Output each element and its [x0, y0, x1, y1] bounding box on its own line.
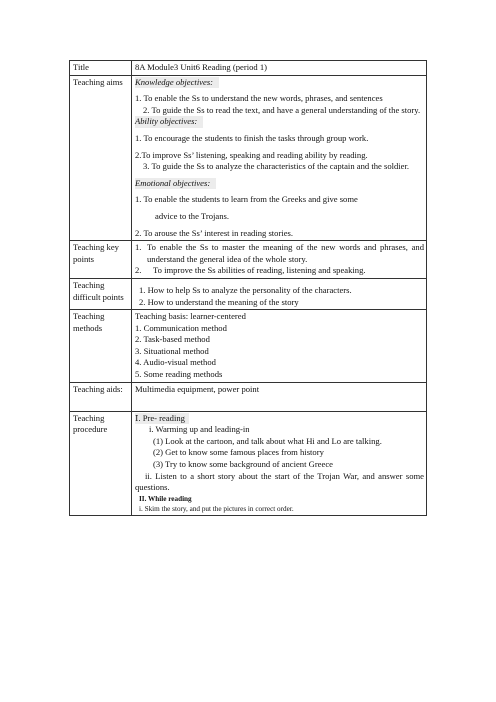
- aims-content: [132, 75, 427, 241]
- knowledge-item-2: 2. To guide the Ss to read the text, and have a general understanding of the story.: [143, 104, 421, 115]
- emotional-item-2: 2. To arouse the Ss’ interest in reading stories.: [135, 227, 294, 238]
- aids-label: Teaching aids:: [70, 382, 132, 411]
- difficult-points-label: Teaching difficult points: [70, 278, 132, 309]
- title-value: 8A Module3 Unit6 Reading (period 1): [132, 61, 427, 76]
- knowledge-heading: Knowledge objectives:: [135, 77, 219, 89]
- aims-label: Teaching aims: [70, 75, 132, 241]
- procedure-content: [132, 411, 427, 515]
- procedure-step-1: (1) Look at the cartoon, and talk about what Hi and Lo are talking.: [153, 435, 382, 446]
- title-row: [70, 61, 427, 76]
- key-points-content: [132, 241, 427, 279]
- while-reading-heading: II. While reading: [139, 494, 192, 503]
- difficult-points-row: [70, 278, 427, 309]
- ability-item-3: 3. To guide the Ss to analyze the characteristics of the captain and the soldier.: [143, 161, 410, 172]
- methods-basis: Teaching basis: learner-centered: [135, 311, 246, 322]
- key-points-label: Teaching key points: [70, 241, 132, 279]
- lesson-plan-table: [69, 60, 427, 516]
- methods-label: Teaching methods: [70, 310, 132, 383]
- method-item-5: 5. Some reading methods: [135, 369, 223, 380]
- key-point-2: 2. To improve the Ss abilities of reading, listening and speaking.: [135, 265, 366, 276]
- procedure-row: [70, 411, 427, 515]
- method-item-4: 4. Audio-visual method: [135, 357, 216, 368]
- key-point-1: 1. To enable the Ss to master the meaning of the new words and phrases, and understand the general idea of the whole story.: [135, 242, 424, 264]
- ability-item-2: 2.To improve Ss’ listening, speaking and reading ability by reading.: [135, 149, 368, 160]
- listen-step: ii. Listen to a short story about the start of the Trojan War, and answer some questions.: [135, 470, 424, 493]
- method-item-3: 3. Situational method: [135, 345, 209, 356]
- method-item-1: 1. Communication method: [135, 322, 227, 333]
- emotional-item-1a: 1. To enable the students to learn from the Greeks and give some: [135, 194, 358, 205]
- method-item-2: 2. Task-based method: [135, 334, 210, 345]
- difficult-points-content: [132, 278, 427, 309]
- warmup-step: i. Warming up and leading-in: [149, 424, 250, 435]
- emotional-item-1b: advice to the Trojans.: [155, 210, 229, 221]
- procedure-step-3: (3) Try to know some background of ancient Greece: [153, 459, 333, 470]
- procedure-step-2: (2) Get to know some famous places from history: [153, 447, 324, 458]
- ability-item-1: 1. To encourage the students to finish the tasks through group work.: [135, 132, 369, 143]
- difficult-point-1: 1. How to help Ss to analyze the personality of the characters.: [139, 284, 352, 295]
- aids-row: [70, 382, 427, 411]
- methods-content: [132, 310, 427, 383]
- emotional-heading: Emotional objectives:: [135, 178, 216, 190]
- aids-value: Multimedia equipment, power point: [132, 382, 427, 411]
- knowledge-item-1: 1. To enable the Ss to understand the new words, phrases, and sentences: [135, 93, 383, 104]
- aims-row: [70, 75, 427, 241]
- procedure-label: Teaching procedure: [70, 411, 132, 515]
- pre-reading-heading: Ⅰ. Pre- reading: [135, 413, 189, 425]
- skim-step: i. Skim the story, and put the pictures in correct order.: [139, 504, 294, 513]
- key-points-row: [70, 241, 427, 279]
- title-label: Title: [70, 61, 132, 76]
- difficult-point-2: 2. How to understand the meaning of the story: [139, 296, 299, 307]
- methods-row: [70, 310, 427, 383]
- ability-heading: Ability objectives:: [135, 116, 203, 128]
